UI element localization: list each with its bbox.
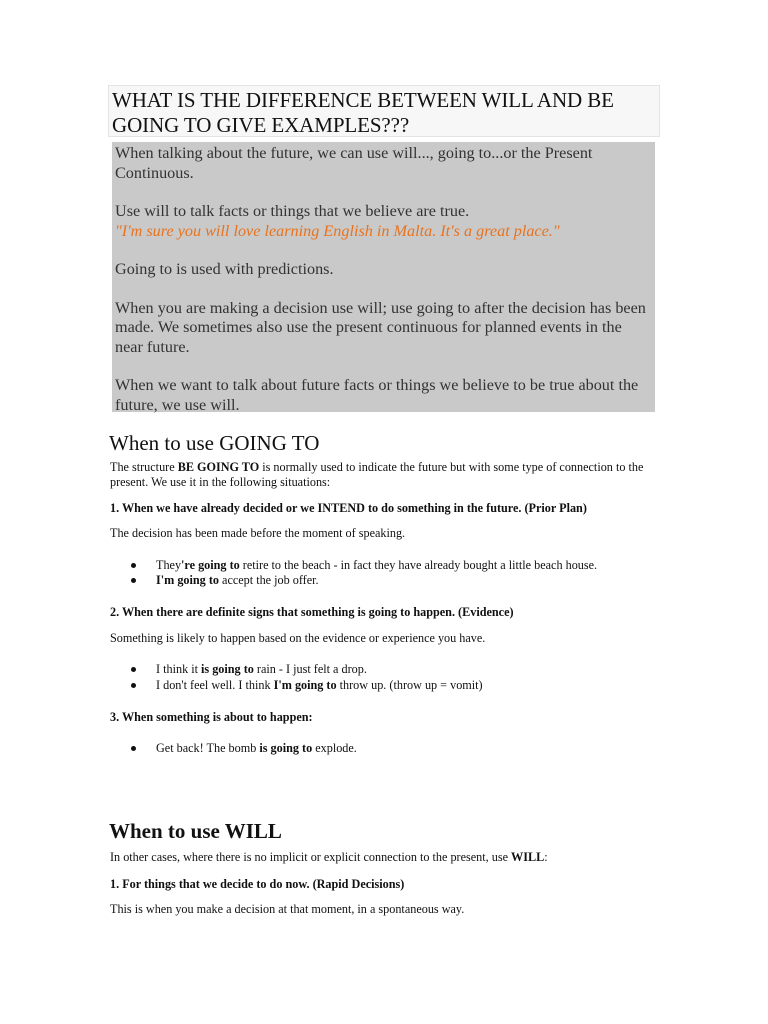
title-box — [108, 85, 660, 137]
summary-paragraph-5: When we want to talk about future facts or things we believe to be true about the future, we use will. — [115, 376, 639, 414]
going-to-intro — [110, 460, 655, 489]
bullet-icon — [131, 563, 136, 568]
intro-text: In other cases, where there is no implicit or explicit connection to the present, use — [110, 850, 512, 864]
page-title: WHAT IS THE DIFFERENCE BETWEEN WILL AND BE GOING TO GIVE EXAMPLES??? — [112, 88, 614, 137]
intro-text-rest: is normally used to indicate the future but with some type of connection to the present. We use it in the following situations: — [110, 460, 644, 489]
bullet-text: They — [156, 558, 182, 572]
summary-paragraph-1: When talking about the future, we can use will..., going to...or the Present Continuous. — [115, 144, 593, 182]
bullet-icon — [131, 683, 136, 688]
intro-bold: BE GOING TO — [177, 460, 260, 474]
will-section-1-title: 1. For things that we decide to do now. (Rapid Decisions) — [110, 877, 405, 891]
bullet-icon — [131, 667, 136, 672]
bullet-text-rest: retire to the beach - in fact they have already bought a little beach house. — [239, 558, 598, 572]
bullet-text: I think it — [156, 662, 202, 676]
bullet-text: Get back! The bomb — [156, 741, 260, 755]
intro-text: The structure — [110, 460, 178, 474]
bullet-bold: is going to — [201, 662, 254, 676]
bullet-text-rest: throw up. (throw up = vomit) — [336, 678, 483, 692]
summary-paragraph-4: When you are making a decision use will; use going to after the decision has been made. We sometimes also use the present continuous for planned events in the near future. — [115, 298, 646, 356]
summary-paragraph-2: Use will to talk facts or things that we believe are true. — [115, 202, 470, 220]
bullet-icon — [131, 746, 136, 751]
section-1-description: The decision has been made before the moment of speaking. — [110, 526, 406, 540]
will-intro — [110, 850, 655, 865]
bullet-bold: is going to — [259, 741, 313, 755]
section-1-title: 1. When we have already decided or we INTEND to do something in the future. (Prior Plan) — [110, 501, 587, 515]
section-2-title: 2. When there are definite signs that something is going to happen. (Evidence) — [110, 605, 514, 619]
summary-paragraph-3: Going to is used with predictions. — [115, 260, 334, 278]
intro-bold: WILL — [511, 850, 545, 864]
summary-quote: "I'm sure you will love learning English in Malta. It's a great place." — [115, 221, 560, 240]
section-3-title: 3. When something is about to happen: — [110, 710, 313, 724]
bullet-text: I don't feel well. I think — [156, 678, 274, 692]
bullet-bold: I'm going to — [273, 678, 337, 692]
bullet-bold: 're going to — [181, 558, 240, 572]
bullet-text-rest: explode. — [312, 741, 357, 755]
summary-box — [112, 142, 655, 412]
bullet-text-rest: accept the job offer. — [218, 573, 319, 587]
will-section-1-description: This is when you make a decision at that moment, in a spontaneous way. — [110, 902, 465, 916]
bullet-bold: I'm going to — [156, 573, 219, 587]
going-to-heading: When to use GOING TO — [109, 431, 320, 455]
intro-text-rest: : — [544, 850, 548, 864]
section-2-description: Something is likely to happen based on the evidence or experience you have. — [110, 631, 486, 645]
bullet-icon — [131, 578, 136, 583]
will-heading: When to use WILL — [109, 819, 282, 843]
bullet-text-rest: rain - I just felt a drop. — [253, 662, 367, 676]
